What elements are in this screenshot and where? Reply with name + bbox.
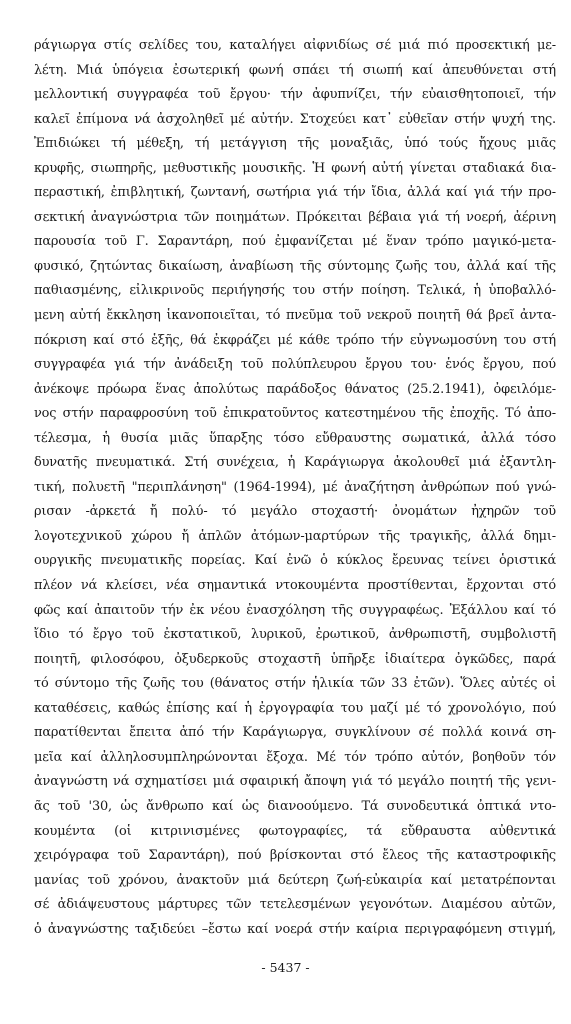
text-line: τική, πολυετῆ "περιπλάνηση" (1964-1994), μέ ἀναζήτηση ἀνθρώπων πού γνώ- (34, 479, 556, 495)
text-line: ρισαν -ἀρκετά ἤ πολύ- τό μεγάλο στοχαστή· ὀνομάτων ἠχηρῶν τοῦ (34, 504, 556, 520)
text-line: πλέον νά κλείσει, νέα σημαντικά ντοκουμέντα προστίθενται, ἔρχονται στό (34, 578, 556, 594)
page-number: - 5437 - (261, 960, 310, 975)
text-line: φῶς καί ἀπαιτοῦν τήν ἐκ νέου ἐνασχόληση τῆς συγγραφέως. Ἐξάλλου καί τό (34, 602, 556, 618)
text-line: παθιασμένης, εἰλικρινοῦς περιήγησής του στήν ποίηση. Τελικά, ἡ ὑποβαλλό- (34, 283, 556, 299)
text-line: ουργικῆς πνευματικῆς πορείας. Καί ἐνῶ ὁ κύκλος ἔρευνας τείνει ὁριστικά (34, 553, 556, 569)
text-line: Ἐπιδιώκει τή μέθεξη, τή μετάγγιση τῆς μοναξιᾶς, ὑπό τούς ἤχους μιᾶς (34, 136, 556, 152)
text-line: νος στήν παραφροσύνη τοῦ ἐπικρατοῦντος κατεστημένου τῆς ἐποχῆς. Τό ἀπο- (34, 406, 556, 422)
body-text (34, 34, 556, 942)
text-line: ᾶς τοῦ '30, ὡς ἄνθρωπο καί ὡς διανοούμενο. Τά συνοδευτικά ὀπτικά ντο- (34, 798, 556, 814)
text-line: παρατίθενται ἔπειτα ἀπό τήν Καράγιωργα, συγκλίνουν σέ πολλά κοινά ση- (34, 725, 556, 741)
text-line: μανίας τοῦ χρόνου, ἀνακτοῦν μιά δεύτερη ζωή-εὐκαιρία καί μετατρέπονται (34, 872, 556, 888)
text-line: ὁ ἀναγνώστης ταξιδεύει –ἔστω καί νοερά στήν καίρια περιγραφόμενη στιγμή, (34, 921, 556, 937)
text-line: μενη αὐτή ἔκκληση ἱκανοποιεῖται, τό πνεῦμα τοῦ νεκροῦ ποιητῆ θά βρεῖ ἀντα- (34, 308, 556, 324)
text-line: συγγραφέα γιά τήν ἀνάδειξη τοῦ πολύπλευρου ἔργου του· ἑνός ἔργου, πού (34, 357, 556, 373)
text-line: περαστική, ἐπιβλητική, ζωντανή, σωτήρια γιά τήν ἴδια, ἀλλά καί γιά τήν προ- (34, 185, 556, 201)
text-line: παρουσία τοῦ Γ. Σαραντάρη, πού ἐμφανίζεται μέ ἕναν τρόπο μαγικό-μετα- (34, 234, 556, 250)
text-line: μεῖα καί ἀλληλοσυμπληρώνονται ἔξοχα. Μέ τόν τρόπο αὐτόν, βοηθοῦν τόν (34, 749, 556, 765)
text-line: ράγιωργα στίς σελίδες του, καταλήγει αἰφνιδίως σέ μιά πιό προσεκτική με- (34, 38, 556, 53)
text-line: λογοτεχνικοῦ χώρου ἤ ἁπλῶν ἀτόμων-μαρτύρων τῆς τραγικῆς, ἀλλά δημι- (34, 528, 556, 544)
text-line: τό σύντομο τῆς ζωῆς του (θάνατος στήν ἡλικία τῶν 33 ἐτῶν). Ὅλες αὐτές οἱ (34, 676, 556, 692)
text-line: καλεῖ ἐπίμονα νά ἀσχοληθεῖ μέ αὐτήν. Στοχεύει κατ᾽ εὐθεῖαν στήν ψυχή της. (34, 111, 556, 127)
text-line: φυσικό, ζητώντας δικαίωση, ἀναβίωση τῆς σύντομης ζωῆς του, ἀλλά καί τῆς (34, 258, 556, 274)
text-line: τέλεσμα, ἡ θυσία μιᾶς ὕπαρξης τόσο εὔθραυστης σωματικά, ἀλλά τόσο (34, 430, 556, 446)
text-line: ἴδιο τό ἔργο τοῦ ἐκστατικοῦ, λυρικοῦ, ἐρωτικοῦ, ἀνθρωπιστῆ, συμβολιστῆ (34, 627, 556, 643)
text-line: σέ ἀδιάψευστους μάρτυρες τῶν τετελεσμένων γεγονότων. Διαμέσου αὐτῶν, (34, 897, 556, 913)
text-line: σεκτική ἀναγνώστρια τῶν ποιημάτων. Πρόκειται βέβαια γιά τή νοερή, ἀέρινη (34, 209, 556, 225)
text-line: ἀναγνώστη νά σχηματίσει μιά σφαιρική ἄποψη γιά τό μεγάλο ποιητή τῆς γενι- (34, 774, 556, 790)
text-line: κουμέντα (οἱ κιτρινισμένες φωτογραφίες, τά εὔθραυστα αὐθεντικά (34, 823, 556, 839)
text-line: πόκριση καί στό ἑξῆς, θά ἐκφράζει μέ κάθε τρόπο τήν εὐγνωμοσύνη του στή (34, 332, 556, 348)
text-line: μελλοντική συγγραφέα τοῦ ἔργου· τήν ἀφυπνίζει, τήν εὐαισθητοποιεῖ, τήν (34, 87, 556, 103)
text-line: ἀνέκοψε πρόωρα ἕνας ἀπολύτως παράδοξος θάνατος (25.2.1941), ὀφειλόμε- (34, 381, 556, 397)
text-line: χειρόγραφα τοῦ Σαραντάρη), πού βρίσκονται στό ἔλεος τῆς καταστροφικῆς (34, 848, 556, 864)
text-line: ποιητῆ, φιλοσόφου, ὀξυδερκοῦς στοχαστῆ ὑπῆρξε ἰδιαίτερα ὀγκῶδες, παρά (34, 651, 556, 667)
text-line: λέτη. Μιά ὑπόγεια ἐσωτερική φωνή σπάει τή σιωπή καί ἀπευθύνεται στή (34, 62, 556, 78)
text-line: κρυφῆς, σιωπηρῆς, μεθυστικῆς μουσικῆς. Ἡ φωνή αὐτή γίνεται σταδιακά δια- (34, 160, 556, 176)
text-line: καταθέσεις, καθώς ἐπίσης καί ἡ ἐργογραφία του μαζί μέ τό χρονολόγιο, πού (34, 700, 556, 716)
text-line: δυνατῆς πνευματικά. Στή συνέχεια, ἡ Καράγιωργα ἀκολουθεῖ μιά ἐξαντλη- (34, 455, 556, 471)
